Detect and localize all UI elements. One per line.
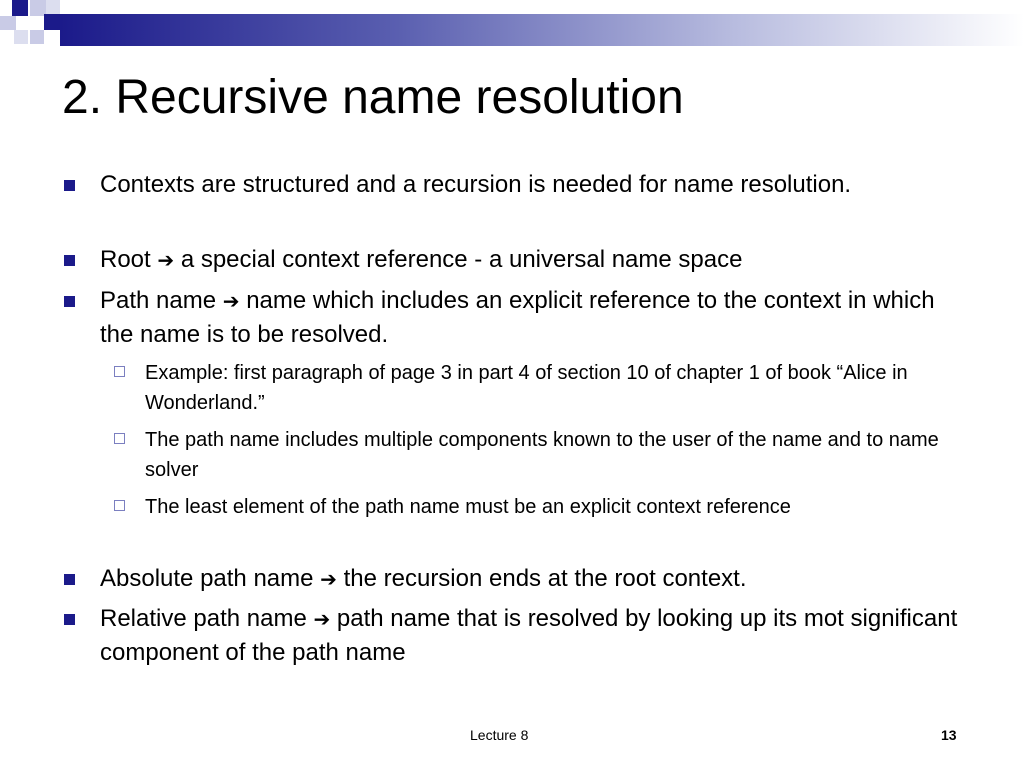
sub-bullet-text: Example: first paragraph of page 3 in part 4 of section 10 of chapter 1 of book “Alice in Wonderland.” <box>145 362 908 414</box>
bullet-item <box>100 562 970 596</box>
hollow-square-bullet-icon <box>114 500 125 511</box>
corner-square-decoration <box>44 14 60 30</box>
square-bullet-icon <box>64 296 75 307</box>
sub-bullet-text: The path name includes multiple components known to the user of the name and to name solver <box>145 429 939 481</box>
header-gradient-bar <box>60 14 1024 46</box>
hollow-square-bullet-icon <box>114 433 125 444</box>
arrow-right-icon: ➔ <box>313 607 331 631</box>
sub-bullet-text: The least element of the path name must be an explicit context reference <box>145 496 791 518</box>
bullet-definition: name which includes an explicit reference to the context in which the name is to be resolved. <box>100 287 935 348</box>
bullet-item <box>100 284 970 351</box>
corner-square-decoration <box>46 0 60 14</box>
footer-lecture-label: Lecture 8 <box>470 727 529 743</box>
square-bullet-icon <box>64 255 75 266</box>
square-bullet-icon <box>64 614 75 625</box>
bullet-item <box>100 168 970 201</box>
slide-page-number: 13 <box>941 727 957 743</box>
sub-bullet-item <box>145 492 975 522</box>
slide-title: 2. Recursive name resolution <box>62 71 684 124</box>
corner-square-decoration <box>0 16 16 30</box>
bullet-term: Path name <box>100 287 217 314</box>
bullet-item <box>100 602 970 669</box>
hollow-square-bullet-icon <box>114 366 125 377</box>
bullet-definition: path name that is resolved by looking up its mot significant component of the path name <box>100 605 958 666</box>
bullet-term: Root <box>100 246 151 273</box>
corner-square-decoration <box>12 0 28 16</box>
arrow-right-icon: ➔ <box>157 248 175 272</box>
arrow-right-icon: ➔ <box>222 289 240 313</box>
bullet-definition: a special context reference - a universal name space <box>180 246 743 273</box>
bullet-term: Absolute path name <box>100 565 314 592</box>
bullet-definition: the recursion ends at the root context. <box>343 565 747 592</box>
sub-bullet-item <box>145 425 975 485</box>
bullet-item <box>100 243 970 277</box>
square-bullet-icon <box>64 180 75 191</box>
sub-bullet-item <box>145 358 975 418</box>
bullet-text: Contexts are structured and a recursion is needed for name resolution. <box>100 171 852 198</box>
arrow-right-icon: ➔ <box>320 567 337 591</box>
corner-square-decoration <box>14 30 28 44</box>
corner-square-decoration <box>30 30 44 44</box>
bullet-term: Relative path name <box>100 605 314 632</box>
square-bullet-icon <box>64 574 75 585</box>
